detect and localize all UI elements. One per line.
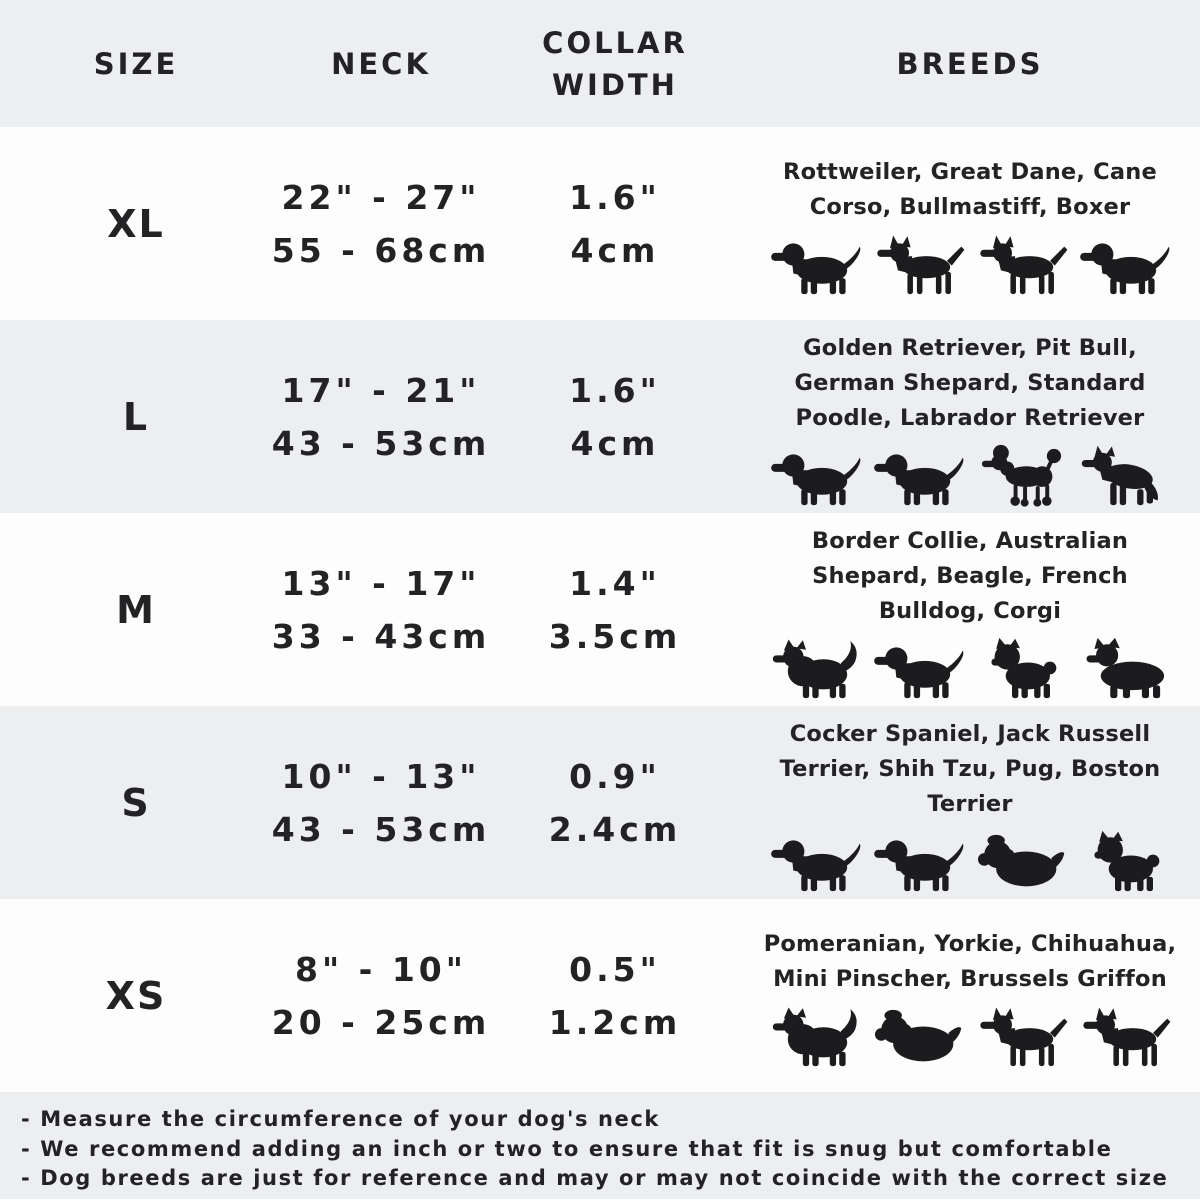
beagle-icon [871, 636, 966, 700]
size-row-m [0, 513, 1200, 706]
neck-cm: 55 - 68cm [271, 230, 491, 270]
header-collar-width: COLLAR WIDTH [542, 25, 688, 102]
yorkie-icon [871, 1004, 966, 1068]
jack-russell-terrier-icon [871, 829, 966, 893]
table-header-row [0, 0, 1200, 127]
standard-poodle-icon [974, 443, 1069, 507]
breed-names: Pomeranian, Yorkie, Chihuahua, Mini Pinscher, Brussels Griffon [763, 931, 1177, 992]
neck-cm: 33 - 43cm [271, 616, 491, 656]
bullmastiff-icon [1077, 232, 1172, 296]
neck-cm: 43 - 53cm [271, 423, 491, 463]
collar-width-cm: 4cm [570, 230, 660, 270]
german-shepard-icon [1077, 443, 1172, 507]
note-measure: - Measure the circumference of your dog's neck [21, 1107, 660, 1131]
neck-inches: 10" - 13" [281, 756, 481, 796]
chihuahua-icon [974, 1004, 1069, 1068]
pomeranian-icon [768, 1004, 863, 1068]
mini-pinscher-icon [1077, 1004, 1172, 1068]
collar-width-inches: 1.4" [569, 563, 661, 603]
collar-width-cm: 1.2cm [548, 1002, 682, 1042]
collar-width-inches: 0.5" [569, 949, 661, 989]
neck-inches: 22" - 27" [281, 177, 481, 217]
shih-tzu-icon [974, 829, 1069, 893]
dog-icons [768, 1002, 1172, 1068]
pug-icon [1077, 829, 1172, 893]
collar-width-inches: 1.6" [569, 177, 661, 217]
breed-names: Cocker Spaniel, Jack Russell Terrier, Shih Tzu, Pug, Boston Terrier [779, 720, 1161, 817]
size-label: XS [105, 973, 167, 1018]
size-row-xs [0, 899, 1200, 1092]
neck-cm: 20 - 25cm [271, 1002, 491, 1042]
size-row-s [0, 706, 1200, 899]
header-breeds: BREEDS [896, 46, 1044, 81]
golden-retriever-icon [768, 443, 863, 507]
collar-width-cm: 2.4cm [548, 809, 682, 849]
dog-icons [768, 441, 1172, 507]
rottweiler-icon [768, 232, 863, 296]
size-label: S [121, 780, 151, 825]
size-row-xl [0, 127, 1200, 320]
neck-inches: 13" - 17" [281, 563, 481, 603]
collar-width-cm: 3.5cm [548, 616, 682, 656]
size-label: M [116, 587, 156, 632]
great-dane-icon [871, 232, 966, 296]
breed-names: Golden Retriever, Pit Bull, German Shepard, Standard Poodle, Labrador Retriever [794, 334, 1146, 431]
neck-inches: 8" - 10" [295, 949, 467, 989]
note-reference: - Dog breeds are just for reference and may or may not coincide with the correct size [21, 1166, 1169, 1190]
size-row-l [0, 320, 1200, 513]
collar-width-inches: 1.6" [569, 370, 661, 410]
header-neck: NECK [331, 46, 431, 81]
size-label: L [122, 394, 150, 439]
dog-icons [768, 827, 1172, 893]
cane-corso-icon [974, 232, 1069, 296]
neck-cm: 43 - 53cm [271, 809, 491, 849]
cocker-spaniel-icon [768, 829, 863, 893]
dog-icons [768, 230, 1172, 296]
note-recommend: - We recommend adding an inch or two to ensure that fit is snug but comfortable [21, 1136, 1113, 1161]
breed-names: Rottweiler, Great Dane, Cane Corso, Bullmastiff, Boxer [783, 159, 1157, 220]
australian-shepard-icon [768, 636, 863, 700]
collar-width-inches: 0.9" [569, 756, 661, 796]
footer-notes [0, 1092, 1200, 1199]
corgi-icon [1077, 636, 1172, 700]
dog-icons [768, 634, 1172, 700]
french-bulldog-icon [974, 636, 1069, 700]
breed-names: Border Collie, Australian Shepard, Beagle, French Bulldog, Corgi [811, 527, 1129, 624]
pit-bull-icon [871, 443, 966, 507]
size-label: XL [107, 201, 165, 246]
neck-inches: 17" - 21" [281, 370, 481, 410]
header-size: SIZE [93, 46, 179, 81]
collar-width-cm: 4cm [570, 423, 660, 463]
